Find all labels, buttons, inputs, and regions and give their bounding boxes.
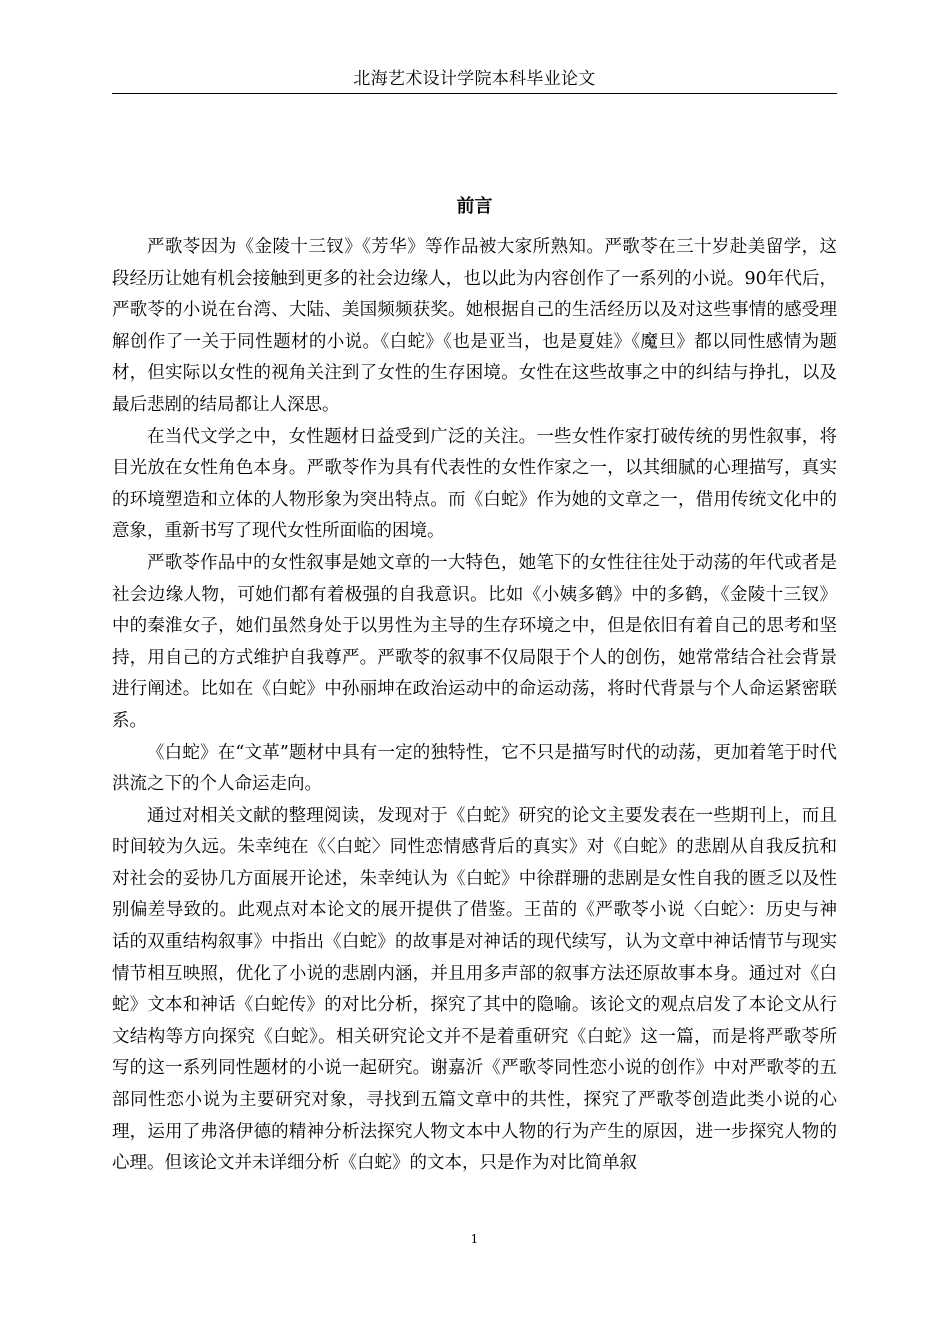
paragraph: 严歌苓作品中的女性叙事是她文章的一大特色，她笔下的女性往往处于动荡的年代或者是社会边缘人物，可她们都有着极强的自我意识。比如《小姨多鹤》中的多鹤，《金陵十三钗》中的秦淮女子，她们虽然身处于以男性为主导的生存环境之中，但是依旧有着自己的思考和坚持，用自己的方式维护自我尊严。严歌苓的叙事不仅局限于个人的创伤，她常常结合社会背景进行阐述。比如在《白蛇》中孙丽坤在政治运动中的命运动荡，将时代背景与个人命运紧密联系。 [112,552,837,731]
paragraph: 严歌苓因为《金陵十三钗》《芳华》等作品被大家所熟知。严歌苓在三十岁赴美留学，这段经历让她有机会接触到更多的社会边缘人，也以此为内容创作了一系列的小说。90年代后，严歌苓的小说在台湾、大陆、美国频频获奖。她根据自己的生活经历以及对这些事情的感受理解创作了一关于同性题材的小说。《白蛇》《也是亚当，也是夏娃》《魔旦》都以同性感情为题材，但实际以女性的视角关注到了女性的生存困境。女性在这些故事之中的纠结与挣扎，以及最后悲剧的结局都让人深思。 [112,237,837,415]
paragraph: 通过对相关文献的整理阅读，发现对于《白蛇》研究的论文主要发表在一些期刊上，而且时间较为久远。朱幸纯在《〈白蛇〉同性恋情感背后的真实》对《白蛇》的悲剧从自我反抗和对社会的妥协几方面展开论述，朱幸纯认为《白蛇》中徐群珊的悲剧是女性自我的匮乏以及性别偏差导致的。此观点对本论文的展开提供了借鉴。王苗的《严歌苓小说〈白蛇〉：历史与神话的双重结构叙事》中指出《白蛇》的故事是对神话的现代续写，认为文章中神话情节与现实情节相互映照，优化了小说的悲剧内涵，并且用多声部的叙事方法还原故事本身。通过对《白蛇》文本和神话《白蛇传》的对比分析，探究了其中的隐喻。该论文的观点启发了本论文从行文结构等方向探究《白蛇》。相关研究论文并不是着重研究《白蛇》这一篇，而是将严歌苓所写的这一系列同性题材的小说一起研究。谢嘉沂《严歌苓同性恋小说的创作》中对严歌苓的五部同性恋小说为主要研究对象，寻找到五篇文章中的共性，探究了严歌苓创造此类小说的心理，运用了弗洛伊德的精神分析法探究人物文本中人物的行为产生的原因，进一步探究人物的心理。但该论文并未详细分析《白蛇》的文本，只是作为对比简单叙 [112,805,837,1174]
paragraph: 《白蛇》在“文革”题材中具有一定的独特性，它不只是描写时代的动荡，更加着笔于时代洪流之下的个人命运走向。 [112,742,837,795]
page-number: 1 [470,1232,479,1246]
paragraph: 在当代文学之中，女性题材日益受到广泛的关注。一些女性作家打破传统的男性叙事，将目光放在女性角色本身。严歌苓作为具有代表性的女性作家之一，以其细腻的心理描写，真实的环境塑造和立体的人物形象为突出特点。而《白蛇》作为她的文章之一，借用传统文化中的意象，重新书写了现代女性所面临的困境。 [112,426,837,542]
section-title: 前言 [456,196,493,217]
running-header: 北海艺术设计学院本科毕业论文 [353,69,596,89]
header-divider [112,93,837,94]
body-text [112,232,837,1180]
